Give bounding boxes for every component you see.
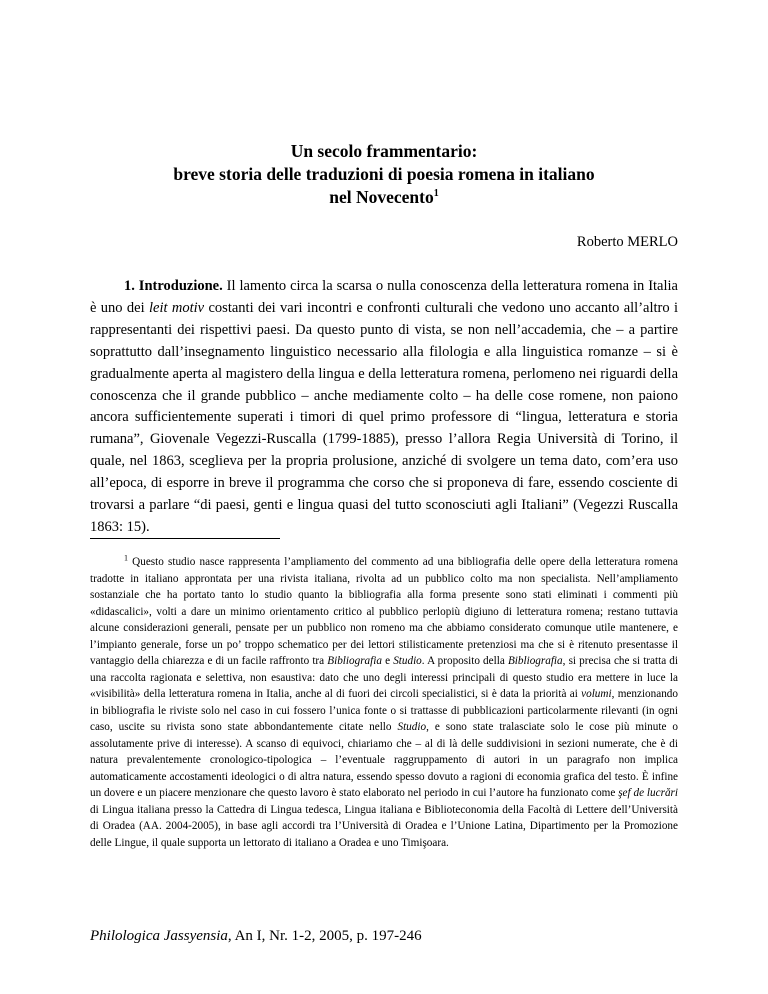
title-line-3-text: nel Novecento — [329, 187, 434, 207]
section-heading: 1. Introduzione. — [124, 278, 223, 294]
author-name: Roberto MERLO — [576, 234, 678, 250]
fn-italic-5: Studio — [397, 721, 427, 733]
title-line-3 — [0, 186, 768, 209]
body-text-b: costanti dei vari incontri e confronti culturali che vedono uno accanto all’altro i rappresentanti dei rispettivi paesi. Da questo punto di vista, se non nell’accademia, che – a partire soprattutto dall’insegnamento linguistico necessario alla filologia e alla linguistica romanze – si è gradualmente aperta al magistero della lingua e della letteratura romena, perlomeno nei riguardi della conoscenza che il grande pubblico – anche mediamente colto – ha delle cose romene, non paiono ancora sufficientemente superati i timori di quel primo professore di “lingua, letteratura e storia rumana”, Giovenale Vegezzi-Ruscalla (1799-1885), presso l’allora Regia Università di Torino, il quale, nel 1863, sceglieva per la propria prolusione, anziché di svolgere un tema dato, com’era uso all’epoca, di esporre in breve il programma che corso che si proponeva di fare, essendo cosciente di trovarsi a parlare “di paesi, genti e lingua quasi del tutto sconosciuti agli Italiani” (Vegezzi Ruscalla 1863: 15). — [90, 299, 679, 535]
fn-text-3: . A proposito della — [421, 655, 508, 667]
fn-text-5: , menzionando in bibliografia le riviste solo nel caso in cui fossero l’unica fonte o si trattasse di pubblicazioni particolarmente rilevanti (in ogni caso, uscite su rivista sono state abbondantemente citate nello — [90, 688, 678, 733]
fn-italic-1: Bibliografia — [327, 655, 382, 667]
journal-details: , An I, Nr. 1-2, 2005, p. 197-246 — [227, 928, 422, 944]
fn-italic-6: şef de lucrări — [618, 787, 678, 799]
body-emphasis: leit motiv — [149, 299, 205, 316]
fn-italic-4: volumi — [581, 688, 612, 700]
fn-italic-2: Studio — [393, 655, 422, 667]
fn-text-4: , si precisa che si tratta di una raccolta ragionata e selettiva, non esaustiva: dato che uno degli interessi principali di questo studio era mettere in luce la «visibilità» della letteratura romena in Italia, anche al di fuori dei circoli specialistici, si è data la priorità ai — [90, 655, 678, 700]
fn-text-7: di Lingua italiana presso la Cattedra di Lingua tedesca, Lingua italiana e Biblioteconomia della Facoltà di Lettere dell’Università di Oradea (AA. 2004-2005), in base agli accordi tra l’Università di Oradea e l’Unione Latina, Dipartimento per la Promozione delle Lingue, il quale supporta un lettorato di italiano a Oradea e uno Timişoara. — [90, 803, 678, 849]
footnote-mark: 1 — [124, 553, 128, 563]
fn-text-2: e — [381, 655, 394, 667]
title-line-2: breve storia delle traduzioni di poesia romena in italiano — [173, 164, 595, 184]
fn-italic-3: Bibliografia — [507, 655, 563, 667]
footnote-separator — [90, 538, 280, 539]
journal-name: Philologica Jassyensia — [90, 928, 228, 944]
journal-citation — [90, 928, 422, 945]
body-text-a: Il lamento circa la scarsa o nulla conoscenza della letteratura romena in Italia è uno dei — [90, 278, 678, 316]
footnote-1 — [90, 554, 678, 851]
paper-title — [0, 140, 768, 209]
introduction-paragraph — [90, 276, 678, 539]
title-line-1: Un secolo frammentario: — [290, 141, 478, 161]
fn-text-1: Questo studio nasce rappresenta l’ampliamento del commento ad una bibliografia delle opere della letteratura romena tradotte in italiano approntata per una rivista italiana, rivolta ad un pubblico colto ma non specialista. Nell’ampliamento sostanziale che ha portato tanto lo studio quanto la bibliografia alla forma presente sono stati eliminati i commenti più «didascalici», volti a dare un minimo orientamento critico al pubblico perlopiù digiuno di letteratura romena; restano tuttavia alcune considerazioni generali, pensate per un pubblico non romeno ma che abbiamo considerato comunque utile mantenere, e l’impianto generale, forse un po’ troppo schematico per dei lettori stilisticamente pretenziosi ma che si è ritenuto presentasse il vantaggio della chiarezza e di un facile raffronto tra — [90, 556, 678, 667]
title-footnote-mark[interactable]: 1 — [433, 188, 439, 200]
fn-text-6: , e sono state tralasciate solo le cose più minute o assolutamente prive di interesse). A scanso di equivoci, chiariamo che – al di là delle suddivisioni in sezioni numerate, che è di natura prevalentemente cronologico-tipologica – l’eventuale raggruppamento di autori in un paragrafo non implica automaticamente accostamenti ideologici o di altra natura, essendo spesso dovuto a ragioni di economia grafica del testo. È infine un dovere e un piacere menzionare che questo lavoro è stato elaborato nel periodo in cui l’autore ha funzionato come — [90, 721, 679, 799]
